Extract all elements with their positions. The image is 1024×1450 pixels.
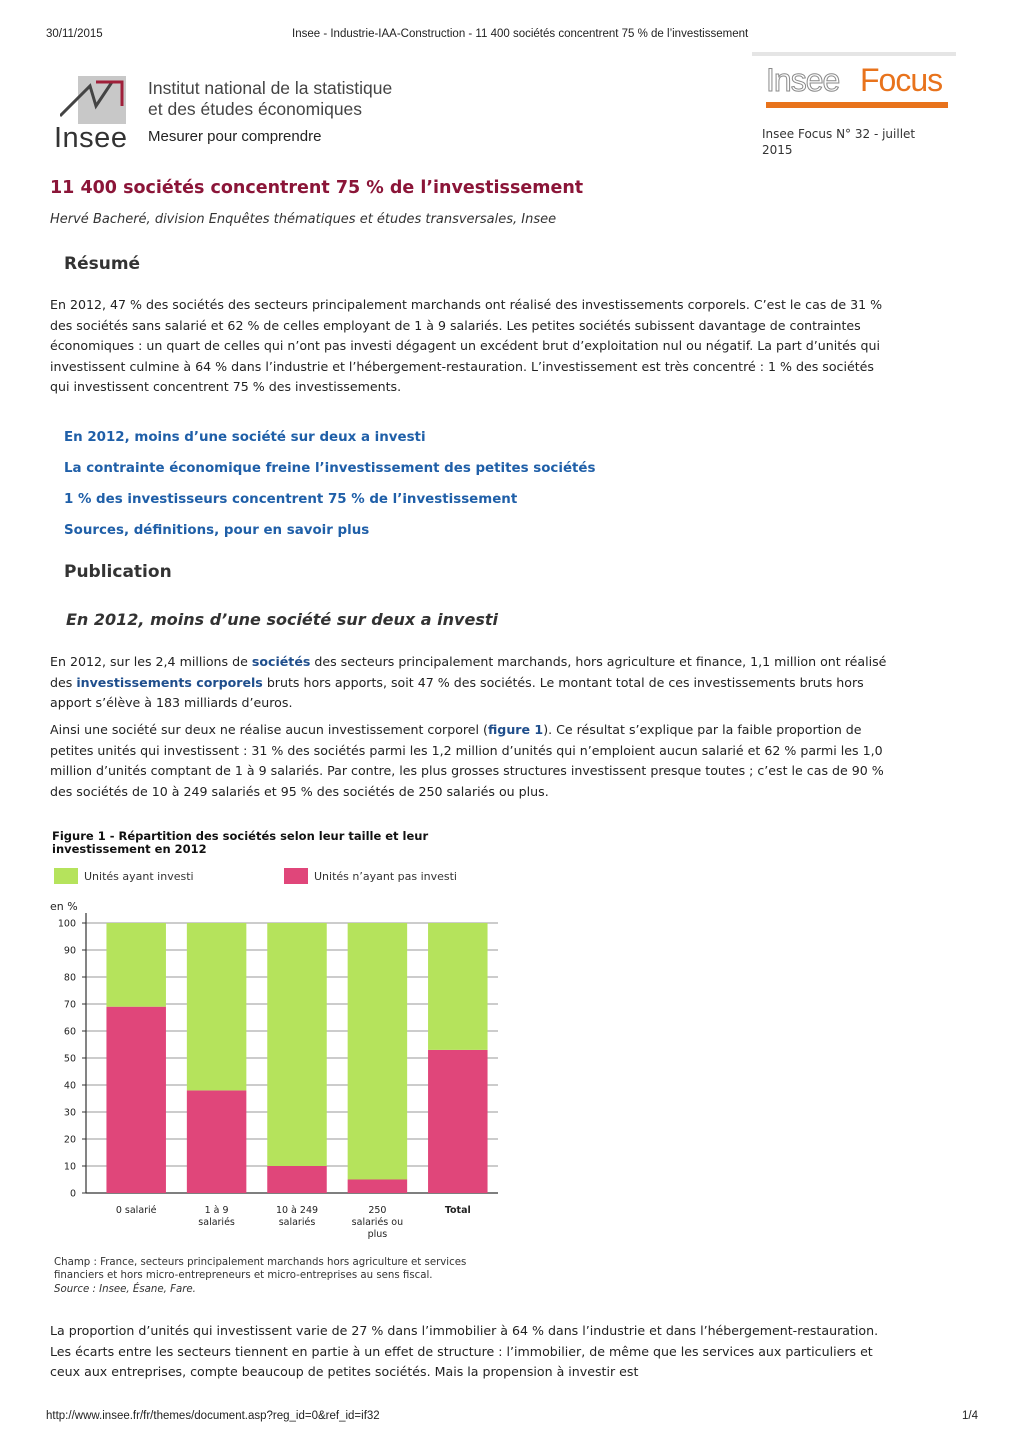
legend-label-not-invested: Unités n’ayant pas investi [314, 869, 457, 883]
legend-item-not-invested [284, 868, 457, 884]
bar-not-invested [267, 1166, 326, 1193]
paragraph-1-text-c: bruts hors apports, soit 47 % des sociétés. Le montant total de ces investissements bruts hors apport s’élève à 183 milliards d’euros. [50, 674, 864, 710]
focus-logo-underline [766, 102, 948, 108]
bar-invested [348, 923, 407, 1180]
stacked-bar-chart [40, 890, 510, 1250]
chart-legend [54, 868, 494, 888]
institute-motto: Mesurer pour comprendre [148, 128, 322, 145]
article-title: 11 400 sociétés concentrent 75 % de l’investissement [50, 178, 584, 198]
y-tick-label: 0 [69, 1188, 76, 1200]
print-url: http://www.insee.fr/fr/themes/document.asp?reg_id=0&ref_id=if32 [46, 1410, 380, 1422]
insee-logo-icon [60, 76, 126, 128]
x-tick-label: 250 [368, 1205, 387, 1216]
institute-name-line2: et des études économiques [148, 99, 363, 119]
x-tick-label: 1 à 9 [204, 1205, 229, 1216]
resume-heading: Résumé [64, 254, 141, 274]
section-subheading: En 2012, moins d’une société sur deux a investi [66, 610, 498, 629]
institute-name-line1: Institut national de la statistique [148, 78, 393, 98]
paragraph-1-text-b: des secteurs principalement marchands, hors agriculture et finance, 1,1 million ont réalisé des [50, 654, 887, 690]
y-axis-unit-label: en % [50, 900, 78, 913]
legend-label-invested: Unités ayant investi [84, 869, 194, 883]
term-link-investissements[interactable]: investissements corporels [76, 674, 263, 690]
x-tick-label: plus [367, 1229, 388, 1240]
bar-not-invested [428, 1050, 487, 1193]
figure-1-link[interactable]: figure 1 [487, 722, 544, 737]
bar-invested [187, 923, 246, 1090]
insee-focus-logo [752, 58, 956, 108]
bar-not-invested [348, 1180, 407, 1194]
legend-swatch-invested [54, 868, 78, 884]
x-tick-label: 10 à 249 [275, 1205, 319, 1216]
insee-focus-block [752, 52, 956, 158]
figure-note-champ: Champ : France, secteurs principalement marchands hors agriculture et services financiers et hors micro-entrepreneurs et micro-entreprises au sens fiscal. [54, 1257, 467, 1282]
toc-link-3[interactable]: 1 % des investisseurs concentrent 75 % de l’investissement [64, 492, 518, 507]
paragraph-2-text-a: Ainsi une société sur deux ne réalise aucun investissement corporel ( [50, 722, 488, 737]
legend-item-invested [54, 868, 194, 884]
x-tick-label: Total [444, 1205, 471, 1216]
x-tick-label: salariés [198, 1217, 235, 1228]
focus-issue-label: Insee Focus N° 32 - juillet 2015 [762, 127, 916, 157]
toc-link-4[interactable]: Sources, définitions, pour en savoir plus [64, 523, 370, 538]
publication-heading: Publication [64, 562, 172, 582]
y-tick-label: 90 [63, 945, 76, 957]
toc-link-1[interactable]: En 2012, moins d’une société sur deux a investi [64, 430, 426, 445]
bar-not-invested [187, 1090, 246, 1193]
bar-invested [267, 923, 326, 1166]
figure-notes [54, 1256, 474, 1296]
bar-invested [428, 923, 487, 1050]
y-tick-label: 70 [63, 999, 76, 1011]
paragraph-1 [50, 652, 892, 714]
figure-title: Figure 1 - Répartition des sociétés selon leur taille et leur investissement en 2012 [52, 829, 429, 856]
resume-text: En 2012, 47 % des sociétés des secteurs principalement marchands ont réalisé des investissements corporels. C’est le cas de 31 % des sociétés sans salarié et 62 % de celles employant de 1 à 9 salariés. Les petites sociétés subissent davantage de contraintes économiques : un quart de celles qui n’ont pas investi dégagent un excédent brut d’exploitation nul ou négatif. La part d’unités qui investissent culmine à 64 % dans l’industrie et l’hébergement-restauration. L’investissement est très concentré : 1 % des sociétés qui investissent concentrent 75 % des investissements. [50, 297, 883, 394]
focus-top-bar [752, 52, 956, 56]
figure-note-source: Source : Insee, Ésane, Fare. [54, 1283, 196, 1295]
term-link-societes[interactable]: sociétés [251, 654, 311, 669]
x-tick-label: 0 salarié [115, 1205, 157, 1216]
focus-logo-insee: Insee [766, 62, 840, 98]
y-tick-label: 100 [57, 918, 76, 930]
insee-logo-word: Insee [54, 122, 128, 154]
legend-swatch-not-invested [284, 868, 308, 884]
y-tick-label: 10 [63, 1161, 76, 1173]
y-tick-label: 20 [63, 1134, 76, 1146]
focus-logo-focus: Focus [860, 62, 943, 98]
y-tick-label: 30 [63, 1107, 76, 1119]
article-author: Hervé Bacheré, division Enquêtes thématiques et études transversales, Insee [50, 212, 557, 227]
bar-not-invested [106, 1007, 165, 1193]
y-tick-label: 60 [63, 1026, 76, 1038]
paragraph-2-text-b: ). Ce résultat s’explique par la faible proportion de petites unités qui investissent : 31 % des sociétés parmi les 1,2 million d’unités qui n’emploient aucun salarié et 62 % parmi les 1,0 million d’unités comptant de 1 à 9 salariés. Par contre, les plus grosses structures investissent presque toutes ; c’est le cas de 90 % des sociétés de 10 à 249 salariés et 95 % des sociétés de 250 salariés ou plus. [50, 722, 884, 799]
y-tick-label: 40 [63, 1080, 76, 1092]
paragraph-2 [50, 720, 892, 802]
paragraph-3: La proportion d’unités qui investissent varie de 27 % dans l’immobilier à 64 % dans l’industrie et dans l’hébergement-restauration. Les écarts entre les secteurs tiennent en partie à un effet de structure : l’immobilier, de même que les services aux particuliers et ceux aux entreprises, compte beaucoup de petites sociétés. Mais la propension à investir est [50, 1323, 879, 1379]
x-tick-label: salariés ou [351, 1217, 404, 1228]
print-header [46, 28, 978, 44]
toc-link-2[interactable]: La contrainte économique freine l’investissement des petites sociétés [64, 461, 596, 476]
y-tick-label: 50 [63, 1053, 76, 1065]
print-page-number: 1/4 [962, 1410, 978, 1422]
institute-name [148, 78, 392, 120]
paragraph-1-text-a: En 2012, sur les 2,4 millions de [50, 654, 252, 669]
print-date: 30/11/2015 [46, 28, 103, 40]
print-page-title: Insee - Industrie-IAA-Construction - 11 400 sociétés concentrent 75 % de l’investissement [292, 28, 749, 40]
bar-invested [106, 923, 165, 1007]
y-tick-label: 80 [63, 972, 76, 984]
insee-logo-block[interactable] [52, 70, 432, 160]
x-tick-label: salariés [278, 1217, 316, 1228]
table-of-contents [64, 429, 595, 553]
